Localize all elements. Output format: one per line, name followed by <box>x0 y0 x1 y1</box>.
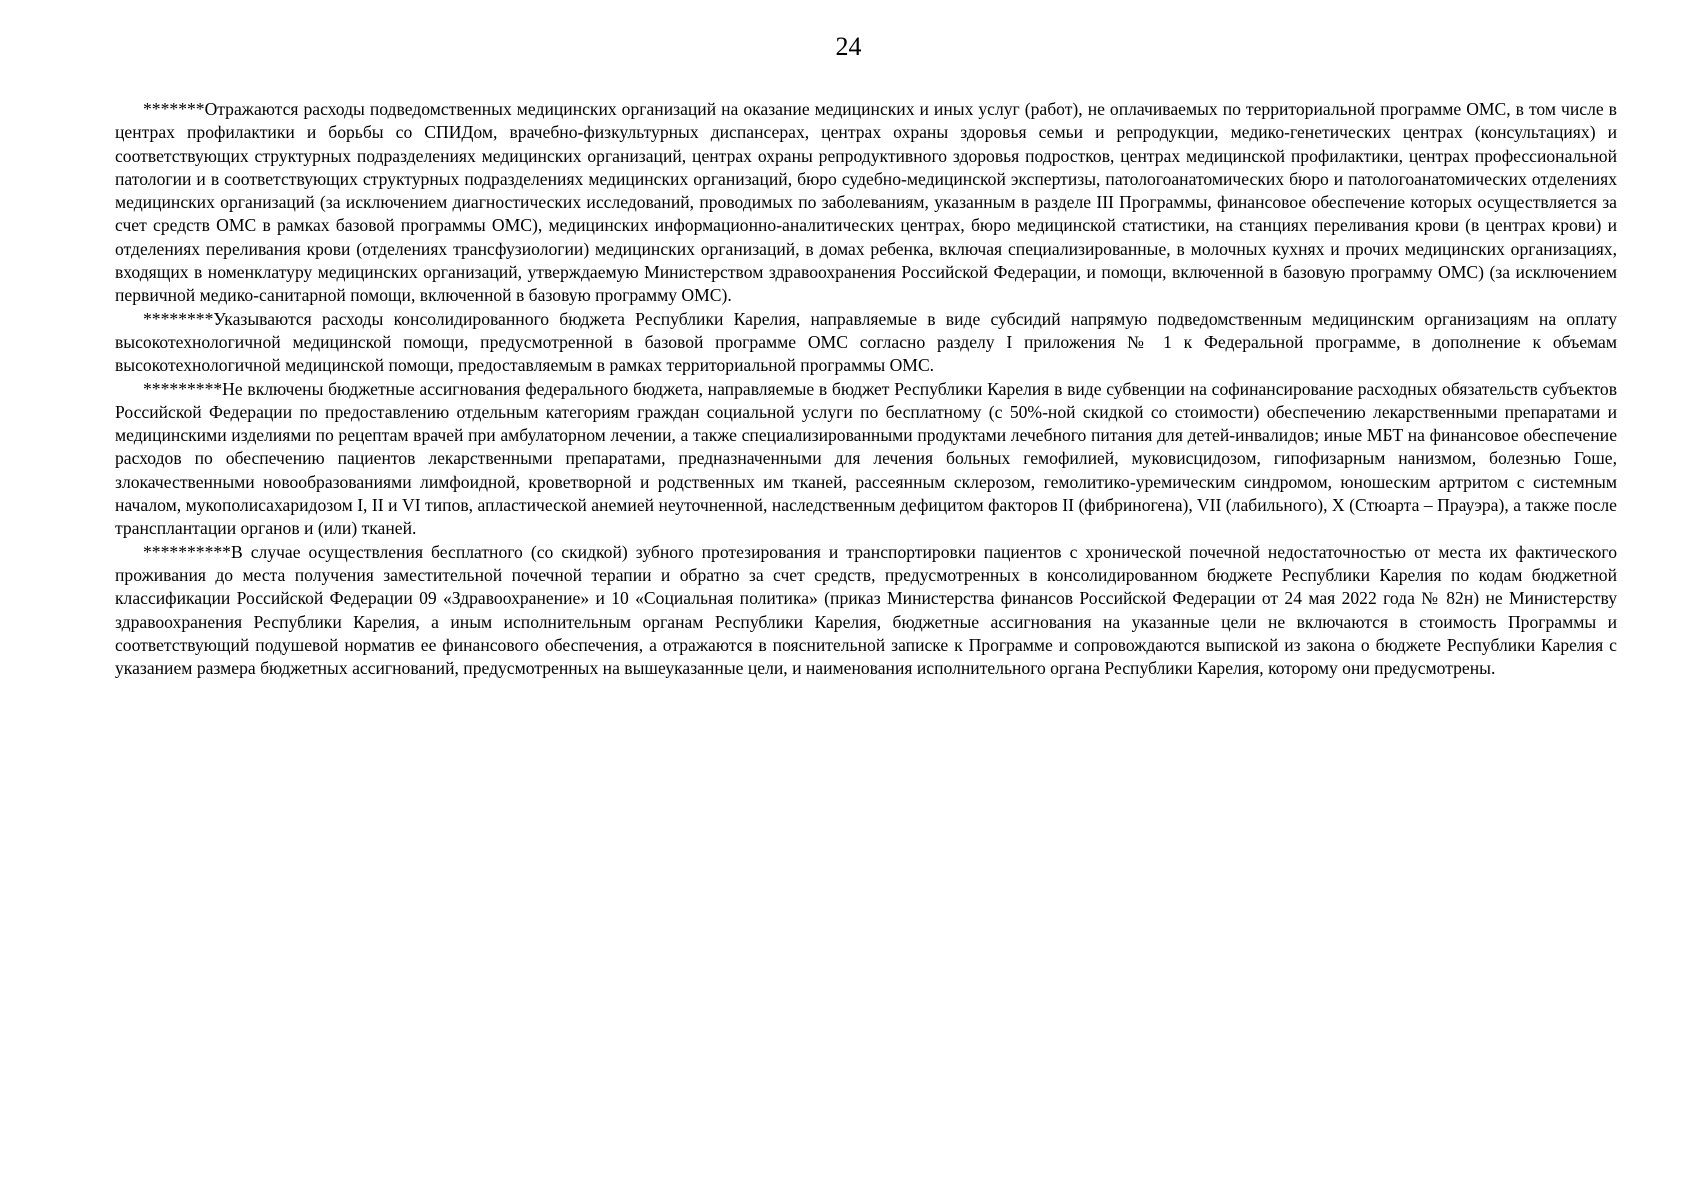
footnote-eight-asterisks: ********Указываются расходы консолидированного бюджета Республики Карелия, направляемые в виде субсидий напрямую подведомственным медицинским организациям на оплату высокотехнологичной медицинской помощи, предусмотренной в базовой программе ОМС согласно разделу I приложения № 1 к Федеральной программе, в дополнение к объемам высокотехнологичной медицинской помощи, предоставляемым в рамках территориальной программы ОМС. <box>115 308 1617 376</box>
footnote-seven-asterisks: *******Отражаются расходы подведомственных медицинских организаций на оказание медицинских и иных услуг (работ), не оплачиваемых по территориальной программе ОМС, в том числе в центрах профилактики и борьбы со СПИДом, врачебно-физкультурных диспансерах, центрах охраны здоровья семьи и репродукции, медико-генетических центрах (консультациях) и соответствующих структурных подразделениях медицинских организаций, центрах охраны репродуктивного здоровья подростков, центрах медицинской профилактики, центрах профессиональной патологии и в соответствующих структурных подразделениях медицинских организаций, бюро судебно-медицинской экспертизы, патологоанатомических бюро и патологоанатомических отделениях медицинских организаций (за исключением диагностических исследований, проводимых по заболеваниям, указанным в разделе III Программы, финансовое обеспечение которых осуществляется за счет средств ОМС в рамках базовой программы ОМС), медицинских информационно-аналитических центрах, бюро медицинской статистики, на станциях переливания крови (в центрах крови) и отделениях переливания крови (отделениях трансфузиологии) медицинских организаций, в домах ребенка, включая специализированные, в молочных кухнях и прочих медицинских организациях, входящих в номенклатуру медицинских организаций, утверждаемую Министерством здравоохранения Российской Федерации, и помощи, включенной в базовую программу ОМС) (за исключением первичной медико-санитарной помощи, включенной в базовую программу ОМС). <box>115 99 1617 306</box>
page-number: 24 <box>835 32 862 61</box>
footnote-nine-asterisks: *********Не включены бюджетные ассигнования федерального бюджета, направляемые в бюджет Республики Карелия в виде субвенции на софинансирование расходных обязательств субъектов Российской Федерации по предоставлению отдельным категориям граждан социальной услуги по бесплатному (с 50%-ной скидкой со стоимости) обеспечению лекарственными препаратами и медицинскими изделиями по рецептам врачей при амбулаторном лечении, а также специализированными продуктами лечебного питания для детей-инвалидов; иные МБТ на финансовое обеспечение расходов по обеспечению пациентов лекарственными препаратами, предназначенными для лечения больных гемофилией, муковисцидозом, гипофизарным нанизмом, болезнью Гоше, злокачественными новообразованиями лимфоидной, кроветворной и родственных им тканей, рассеянным склерозом, гемолитико-уремическим синдромом, юношеским артритом с системным началом, мукополисахаридозом I, II и VI типов, апластической анемией неуточненной, наследственным дефицитом факторов II (фибриногена), VII (лабильного), X (Стюарта – Прауэра), а также после трансплантации органов и (или) тканей. <box>115 378 1617 539</box>
footnotes-section <box>115 98 1617 680</box>
footnote-ten-asterisks: **********В случае осуществления бесплатного (со скидкой) зубного протезирования и транспортировки пациентов с хронической почечной недостаточностью от места их фактического проживания до места получения заместительной почечной терапии и обратно за счет средств, предусмотренных в консолидированном бюджете Республики Карелия по кодам бюджетной классификации Российской Федерации 09 «Здравоохранение» и 10 «Социальная политика» (приказ Министерства финансов Российской Федерации от 24 мая 2022 года № 82н) не Министерству здравоохранения Республики Карелия, а иным исполнительным органам Республики Карелия, бюджетные ассигнования на указанные цели не включаются в стоимость Программы и соответствующий подушевой норматив ее финансового обеспечения, а отражаются в пояснительной записке к Программе и сопровождаются выпиской из закона о бюджете Республики Карелия с указанием размера бюджетных ассигнований, предусмотренных на вышеуказанные цели, и наименования исполнительного органа Республики Карелия, которому они предусмотрены. <box>115 541 1617 679</box>
